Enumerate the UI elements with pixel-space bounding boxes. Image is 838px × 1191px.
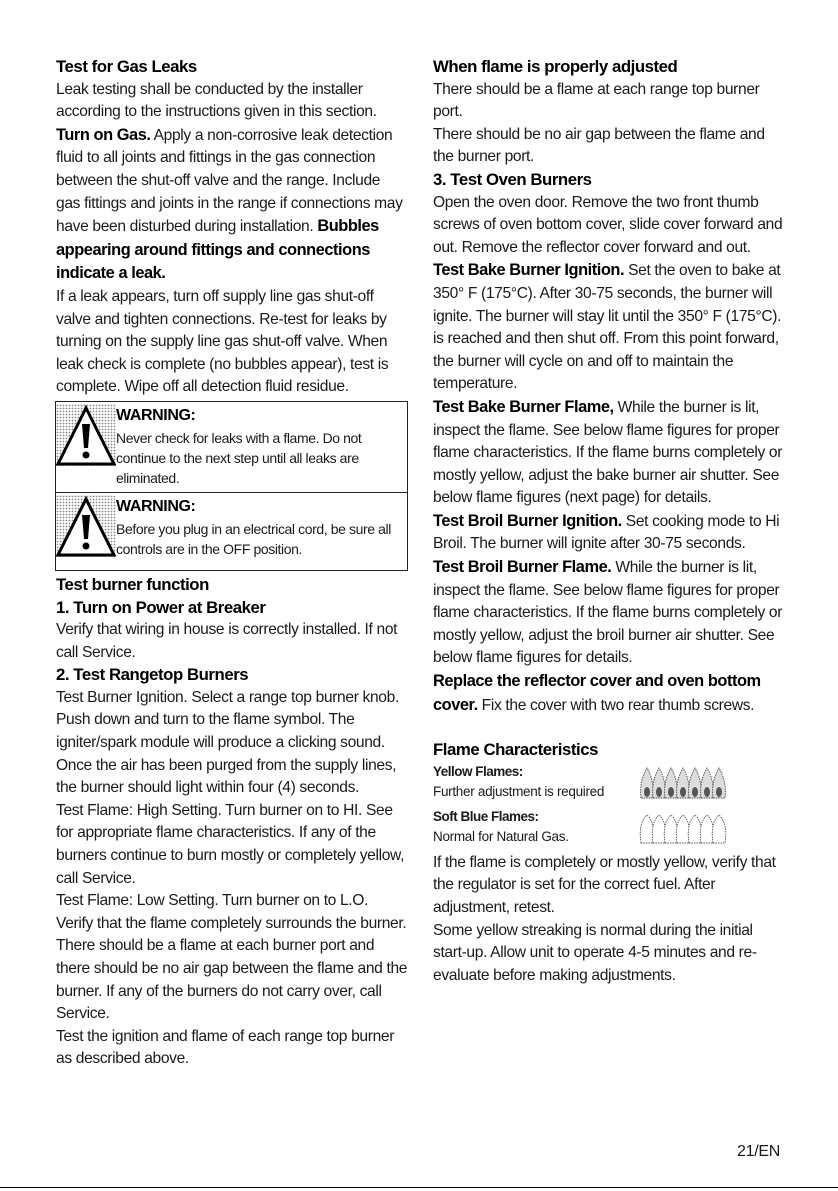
- bold-broil-ignition: Test Broil Burner Ignition.: [433, 511, 622, 530]
- bold-bubbles: Bubbles appearing around fittings and connections indicate a leak.: [56, 217, 379, 283]
- paragraph-flame-each-port: There should be a flame at each range top burner port.: [433, 80, 760, 121]
- text-bake-ignition: Set the oven to bake at 350° F (175°C). After 30-75 seconds, the burner will ignite. The burner will stay lit until the 350° F (175°C). is reached and then shut off. From this point forward, the burner will cycle on and off to maintain the temperature.: [433, 262, 782, 393]
- blue-flames-desc: Normal for Natural Gas.: [433, 828, 569, 844]
- paragraph-broil-ignition: [433, 510, 785, 556]
- bold-turn-on-gas: Turn on Gas.: [56, 125, 151, 144]
- paragraph-open-door: Open the oven door. Remove the two front thumb screws of oven bottom cover, slide cover forward and out. Remove the reflector cover forward and out.: [433, 193, 783, 256]
- bold-broil-flame: Test Broil Burner Flame.: [433, 558, 612, 577]
- warning-2-text: Before you plug in an electrical cord, be sure all controls are in the OFF position.: [116, 520, 391, 557]
- text-broil-ignition: Set cooking mode to Hi Broil. The burner will ignite after 30-75 seconds.: [433, 512, 780, 553]
- warning-icon: [56, 402, 116, 492]
- paragraph-bake-flame: [433, 396, 785, 510]
- paragraph-bake-ignition: [433, 259, 785, 396]
- heading-rangetop-burners: 2. Test Rangetop Burners: [56, 665, 249, 685]
- text-broil-flame: While the burner is lit, inspect the flame. See below flame figures for proper flame characteristics. If the flame burns completely or mostly yellow, adjust the broil burner air shutter. See below flame figures for details.: [433, 559, 783, 667]
- bold-replace-cover: Replace the reflector cover and oven bottom cover.: [433, 672, 761, 714]
- yellow-flames-row: [433, 762, 785, 807]
- blue-flames-row: [433, 807, 785, 852]
- heading-flame-characteristics: Flame Characteristics: [433, 740, 598, 760]
- heading-properly-adjusted: When flame is properly adjusted: [433, 57, 678, 76]
- heading-oven-burners: 3. Test Oven Burners: [433, 169, 592, 189]
- heading-turn-on-power: 1. Turn on Power at Breaker: [56, 597, 266, 617]
- paragraph-yellow-streaking: Some yellow streaking is normal during the initial start-up. Allow unit to operate 4-5 minutes and re-evaluate before making adjustments.: [433, 921, 757, 984]
- warning-1-title: WARNING:: [116, 406, 196, 424]
- yellow-flames-desc: Further adjustment is required: [433, 783, 605, 799]
- bottom-rule: [0, 1187, 838, 1188]
- paragraph-if-yellow: If the flame is completely or mostly yellow, verify that the regulator is set for the correct fuel. After adjustment, retest.: [433, 853, 776, 916]
- paragraph-burner-ignition: Test Burner Ignition. Select a range top burner knob. Push down and turn to the flame symbol. The igniter/spark module will produce a clicking sound. Once the air has been purged from the supply lines, the burner should light within four (4) seconds.: [56, 688, 399, 797]
- warning-1-text: Never check for leaks with a flame. Do not continue to the next step until all leaks are eliminated.: [116, 429, 362, 486]
- heading-test-burner-function: Test burner function: [56, 574, 209, 594]
- bold-bake-flame: Test Bake Burner Flame,: [433, 397, 614, 416]
- right-column: [433, 56, 785, 987]
- yellow-flames-title: Yellow Flames:: [433, 763, 523, 779]
- bold-bake-ignition: Test Bake Burner Ignition.: [433, 261, 625, 280]
- paragraph-broil-flame: [433, 556, 785, 670]
- text-bake-flame: While the burner is lit, inspect the flame. See below flame figures for proper flame characteristics. If the flame burns completely or mostly yellow, adjust the bake burner air shutter. See below flame figures (next page) for details.: [433, 398, 783, 507]
- warning-1: [56, 402, 407, 492]
- warning-2-title: WARNING:: [116, 497, 196, 515]
- warning-2: [56, 492, 407, 570]
- warning-icon: [56, 493, 116, 570]
- warning-box: [55, 401, 408, 571]
- blue-flames-title: Soft Blue Flames:: [433, 808, 539, 824]
- yellow-flames-icon: [637, 764, 733, 800]
- page-number: 21/EN: [737, 1143, 780, 1160]
- paragraph-if-leak: If a leak appears, turn off supply line gas shut-off valve and tighten connections. Re-test for leaks by turning on the supply line gas shut-off valve. When leak check is complete (no bubbles appear), test is complete. Wipe off all detection fluid residue.: [56, 287, 389, 396]
- paragraph-turn-on-gas: [56, 124, 408, 286]
- paragraph-verify-wiring: Verify that wiring in house is correctly installed. If not call Service.: [56, 621, 398, 661]
- paragraph-each-burner: Test the ignition and flame of each range top burner as described above.: [56, 1027, 395, 1068]
- blue-flames-icon: [637, 809, 733, 845]
- paragraph-no-air-gap: There should be no air gap between the flame and the burner port.: [433, 125, 765, 166]
- paragraph-low-setting: Test Flame: Low Setting. Turn burner on to L.O. Verify that the flame completely surrounds the burner. There should be a flame at each burner port and there should be no air gap between the flame and the burner. If any of the burners do not carry over, call Service.: [56, 892, 408, 1023]
- paragraph-leak-testing: Leak testing shall be conducted by the installer according to the instructions given in this section.: [56, 80, 377, 121]
- left-column: [56, 56, 408, 1071]
- text-apply-fluid: Apply a non-corrosive leak detection fluid to all joints and fittings in the gas connection between the shut-off valve and the range. Include gas fittings and joints in the range if connections may have been disturbed during installation.: [56, 126, 403, 236]
- heading-test-gas-leaks: Test for Gas Leaks: [56, 57, 197, 76]
- text-replace-cover: Fix the cover with two rear thumb screws.: [477, 696, 755, 714]
- paragraph-high-setting: Test Flame: High Setting. Turn burner on to HI. See for appropriate flame characteristics. If any of the burners continue to burn mostly or completely yellow, call Service.: [56, 801, 405, 887]
- paragraph-replace-cover: [433, 670, 785, 717]
